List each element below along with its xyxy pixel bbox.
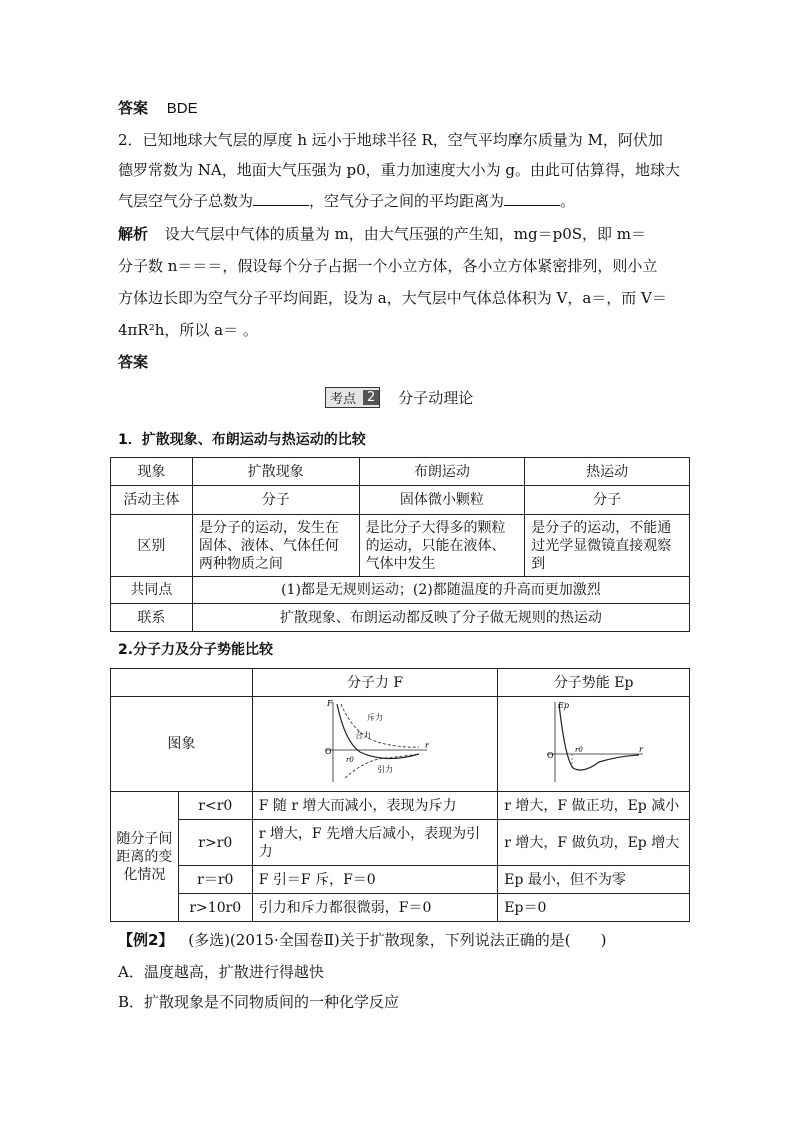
question-text-b: ，空气分子之间的平均距离为 bbox=[309, 192, 505, 210]
force-cell: r 增大，F 先增大后减小，表现为引力 bbox=[252, 820, 498, 866]
section-header bbox=[325, 387, 473, 408]
table-row bbox=[111, 577, 690, 604]
analysis-text-1: 设大气层中气体的质量为 m，由大气压强的产生知，mg＝p0S，即 m＝ bbox=[164, 225, 647, 243]
answer-label: 答案 bbox=[118, 99, 149, 117]
table-row bbox=[111, 486, 690, 515]
energy-cell: r 增大，F 做负功，Ep 增大 bbox=[498, 820, 690, 866]
example-text: (多选)(2015·全国卷Ⅱ)关于扩散现象，下列说法正确的是( ) bbox=[188, 931, 607, 949]
table-cell: (1)都是无规则运动；(2)都随温度的升高而更加激烈 bbox=[192, 577, 689, 604]
table-1-heading: 1．扩散现象、布朗运动与热运动的比较 bbox=[118, 432, 366, 448]
table-row bbox=[111, 515, 690, 577]
table-1-header-cell: 热运动 bbox=[525, 458, 690, 486]
force-cell: 引力和斥力都很微弱，F＝0 bbox=[252, 894, 498, 922]
table-cell: 是分子的运动，发生在固体、液体、气体任何两种物质之间 bbox=[192, 515, 359, 577]
table-cell: 固体微小颗粒 bbox=[359, 486, 525, 515]
force-r0-label: r0 bbox=[346, 755, 354, 764]
table-2-header-row bbox=[111, 669, 690, 697]
table-1-header-cell: 布朗运动 bbox=[359, 458, 525, 486]
energy-r0-label: r0 bbox=[574, 745, 583, 754]
table-1-header-cell: 现象 bbox=[111, 458, 193, 486]
answer-blank-2 bbox=[504, 191, 560, 206]
comparison-table-2 bbox=[110, 668, 690, 922]
force-graph-cell bbox=[252, 697, 498, 792]
condition-cell: r>r0 bbox=[178, 820, 252, 866]
table-row bbox=[111, 792, 690, 820]
table-cell: 分子 bbox=[192, 486, 359, 515]
example-line bbox=[118, 930, 606, 950]
table-1-header-cell: 扩散现象 bbox=[192, 458, 359, 486]
table-cell: 分子 bbox=[525, 486, 690, 515]
table-2-heading: 2.分子力及分子势能比较 bbox=[118, 642, 274, 658]
section-badge-number: 2 bbox=[363, 390, 379, 405]
condition-cell: r＝r0 bbox=[178, 866, 252, 894]
table-row bbox=[111, 604, 690, 632]
energy-axis-x-label: r bbox=[638, 744, 643, 754]
analysis-line-3: 方体边长即为空气分子平均间距，设为 a，大气层中气体总体积为 V，a＝，而 V＝ bbox=[118, 289, 667, 307]
force-axis-y-label: F bbox=[327, 698, 333, 708]
table-2-header-cell: 分子势能 Ep bbox=[498, 669, 690, 697]
condition-cell: r>10r0 bbox=[178, 894, 252, 922]
table-cell: 区别 bbox=[111, 515, 193, 577]
energy-graph-cell bbox=[498, 697, 690, 792]
energy-cell: r 增大，F 做正功，Ep 减小 bbox=[498, 792, 690, 820]
option-a: A．温度越高，扩散进行得越快 bbox=[118, 963, 324, 981]
graph-row-label: 图象 bbox=[111, 697, 253, 792]
question-text-a: 气层空气分子总数为 bbox=[118, 192, 254, 210]
graph-row bbox=[111, 697, 690, 792]
question-line-3 bbox=[118, 191, 575, 211]
table-row bbox=[111, 866, 690, 894]
table-1-header-row bbox=[111, 458, 690, 486]
analysis-line-4: 4πR²h，所以 a＝ 。 bbox=[118, 321, 258, 339]
analysis-label: 解析 bbox=[118, 225, 149, 243]
table-cell: 联系 bbox=[111, 604, 193, 632]
force-origin-label: O bbox=[325, 746, 332, 756]
table-cell: 共同点 bbox=[111, 577, 193, 604]
table-2-empty-cell bbox=[111, 669, 253, 697]
question-line-2: 德罗常数为 NA，地面大气压强为 p0，重力加速度大小为 g。由此可估算得，地球大 bbox=[118, 161, 681, 179]
energy-axis-y-label: Ep bbox=[557, 700, 569, 710]
table-2-header-cell: 分子力 F bbox=[252, 669, 498, 697]
answer-2-label: 答案 bbox=[118, 353, 149, 371]
section-title: 分子动理论 bbox=[398, 389, 474, 407]
comparison-table-1 bbox=[110, 457, 690, 632]
option-b: B．扩散现象是不同物质间的一种化学反应 bbox=[118, 993, 400, 1011]
energy-graph bbox=[539, 698, 649, 786]
section-badge-text: 考点 bbox=[330, 392, 357, 407]
table-cell: 是分子的运动，不能通过光学显微镜直接观察到 bbox=[525, 515, 690, 577]
force-axis-x-label: r bbox=[425, 740, 429, 750]
answer-line bbox=[118, 98, 198, 119]
section-badge bbox=[325, 387, 380, 408]
question-line-1: 2．已知地球大气层的厚度 h 远小于地球半径 R，空气平均摩尔质量为 M，阿伏加 bbox=[118, 131, 663, 149]
force-graph bbox=[315, 698, 435, 786]
answer-blank-1 bbox=[253, 191, 309, 206]
table-row bbox=[111, 894, 690, 922]
example-label: 【例2】 bbox=[118, 931, 174, 949]
repulsion-label: 斥力 bbox=[367, 712, 384, 722]
energy-origin-label: O bbox=[546, 750, 554, 760]
force-cell: F 引＝F 斥，F＝0 bbox=[252, 866, 498, 894]
group-label-cell: 随分子间距离的变化情况 bbox=[111, 792, 179, 922]
attraction-label: 引力 bbox=[377, 764, 394, 774]
table-row bbox=[111, 820, 690, 866]
energy-cell: Ep＝0 bbox=[498, 894, 690, 922]
analysis-line-2: 分子数 n＝＝＝，假设每个分子占据一个小立方体，各小立方体紧密排列，则小立 bbox=[118, 257, 658, 275]
force-cell: F 随 r 增大而减小，表现为斥力 bbox=[252, 792, 498, 820]
answer-value: BDE bbox=[166, 100, 198, 117]
table-cell: 扩散现象、布朗运动都反映了分子做无规则的热运动 bbox=[192, 604, 689, 632]
analysis-line-1 bbox=[118, 224, 646, 244]
question-text-c: 。 bbox=[560, 192, 576, 210]
resultant-label: 合力 bbox=[355, 730, 372, 740]
table-cell: 是比分子大得多的颗粒的运动，只能在液体、气体中发生 bbox=[359, 515, 525, 577]
table-cell: 活动主体 bbox=[111, 486, 193, 515]
energy-cell: Ep 最小，但不为零 bbox=[498, 866, 690, 894]
condition-cell: r<r0 bbox=[178, 792, 252, 820]
